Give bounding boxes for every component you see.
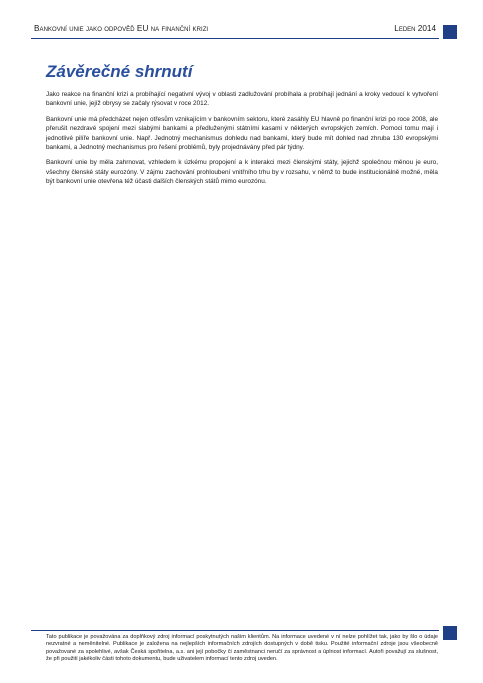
header-accent-block (443, 25, 457, 39)
footer-accent-block (443, 626, 457, 640)
document-title: Bankovní unie jako odpověď EU na finanční krizi (34, 24, 209, 33)
page-header (31, 22, 439, 39)
footer-rule (31, 630, 439, 631)
footer-disclaimer: Tato publikace je považována za doplňkový zdroj informací poskytnutých našim klientům. Na informace uvedené v ní nelze pohlížet tak, jako by šlo o údaje nezvratné a neměnitelné. Publikace je založena na nejlepších informačních zdrojích dostupných v době tisku. Použité informační zdroje jsou všeobecně považované za spolehlivé, avšak Česká spořitelna, a.s. ani její pobočky či zaměstnanci neručí za správnost a úplnost informací. Autoři považují za slušnost, že při použití jakékoliv části tohoto dokumentu, bude uživatelem informací tento zdroj uveden. (46, 634, 438, 663)
section-title: Závěrečné shrnutí (46, 62, 193, 81)
summary-body (46, 90, 438, 193)
summary-paragraph-2: Bankovní unie má předcházet nejen otřesům vznikajícím v bankovním sektoru, které zasáhly EU hlavně po finanční krizi po roce 2008, ale přerušit nezdravé spojení mezi slabými bankami a předluženými státními kasami v některých evropských zemích. Pomoci tomu mají i jednotlivé pilíře bankovní unie. Např. Jednotný mechanismus dohledu nad bankami, který bude mít dohled nad zhruba 130 evropskými bankami, a Jednotný mechanismus pro řešení problémů, byly projednávány před pár týdny. (46, 115, 438, 152)
summary-paragraph-3: Bankovní unie by měla zahrnovat, vzhledem k úzkému propojení a k interakci mezi členskými státy, jejichž společnou měnou je euro, všechny členské státy eurozóny. V zájmu zachování prohloubení vnitřního trhu by v rozsahu, v němž to bude institucionálně možné, měla být bankovní unie otevřena též účasti dalších členských států mimo eurozónu. (46, 159, 438, 186)
document-date: Leden 2014 (394, 24, 436, 33)
summary-paragraph-1: Jako reakce na finanční krizi a probíhající negativní vývoj v oblasti zadlužování probíhala a probíhají jednání a kroky vedoucí k vytvoření bankovní unie, jejíž obrysy se začaly rýsovat v roce 2012. (46, 91, 438, 108)
